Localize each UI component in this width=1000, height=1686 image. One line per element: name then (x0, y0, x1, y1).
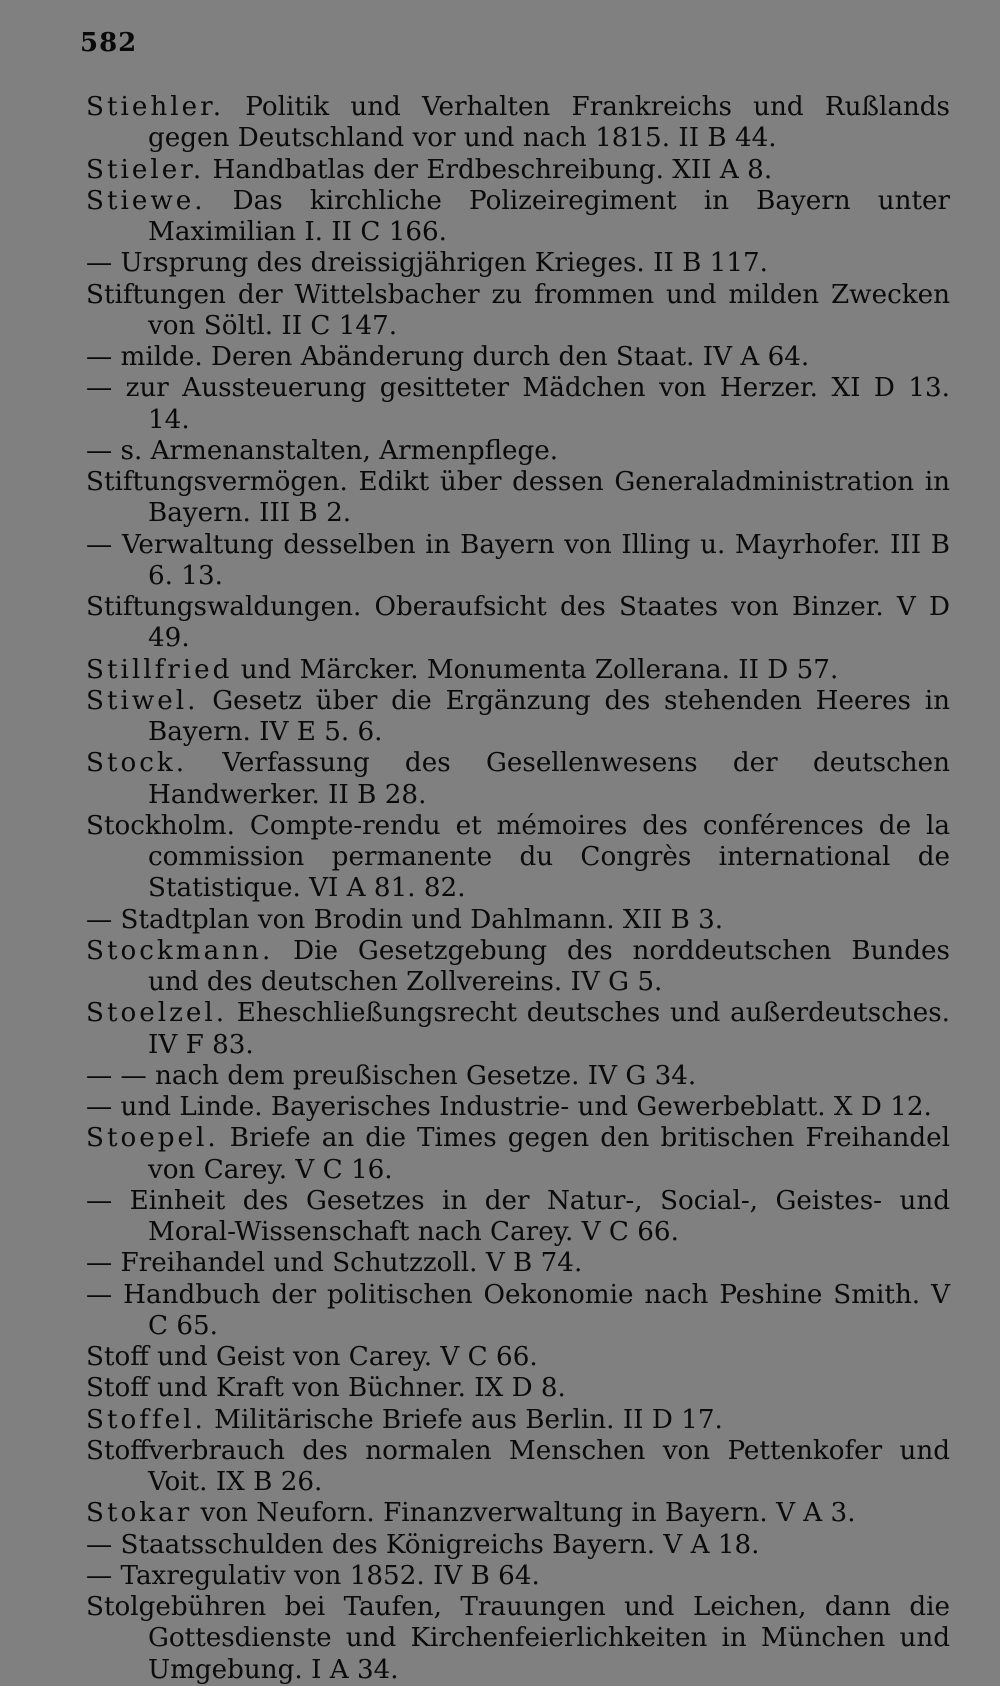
entry-author: Stokar (86, 1498, 193, 1529)
entry-text: Stoff und Kraft von Büchner. IX D 8. (86, 1373, 566, 1404)
entry-text: von Neuforn. Finanzverwaltung in Bayern. V A 3. (192, 1498, 856, 1529)
entry-text: Stoffverbrauch des normalen Menschen von Pettenkofer und Voit. IX B 26. (86, 1435, 950, 1497)
entry-text: Militärische Briefe aus Berlin. II D 17. (205, 1404, 723, 1435)
entry-text: Stolgebühren bei Taufen, Trauungen und Leichen, dann die Gottesdienste und Kirchenfeierlichkeiten in München und Umgebung. I A 34. (86, 1592, 950, 1685)
index-entry (86, 1061, 950, 1092)
index-entry (86, 373, 950, 436)
index-entry (86, 748, 950, 811)
page-number: 582 (80, 28, 138, 58)
entry-text: — Ursprung des dreissigjährigen Krieges. II B 117. (86, 248, 768, 279)
entry-author: Stiwel. (86, 685, 199, 716)
entry-text: — Freihandel und Schutzzoll. V B 74. (86, 1248, 583, 1279)
index-entry (86, 1248, 950, 1279)
index-entry (86, 280, 950, 343)
entry-text: Gesetz über die Ergänzung des stehenden Heeres in Bayern. IV E 5. 6. (148, 685, 950, 747)
entry-author: Stock. (86, 748, 188, 779)
entry-text: Stoff und Geist von Carey. V C 66. (86, 1342, 538, 1372)
index-entry (86, 1561, 950, 1592)
index-entry (86, 1405, 950, 1436)
entry-author: Stoepel. (86, 1123, 219, 1154)
entry-text: Stiftungswaldungen. Oberaufsicht des Staates von Binzer. V D 49. (86, 592, 950, 654)
index-entry (86, 1186, 950, 1249)
index-entry (86, 1092, 950, 1123)
index-entry (86, 1530, 950, 1561)
index-entry (86, 155, 950, 186)
entry-text: Eheschließungsrecht deutsches und außerdeutsches. IV F 83. (148, 998, 950, 1060)
entry-text: Briefe an die Times gegen den britischen Freihandel von Carey. V C 16. (148, 1123, 950, 1185)
entry-text: Verfassung des Gesellenwesens der deutschen Handwerker. II B 28. (148, 748, 950, 810)
index-entry (86, 1498, 950, 1529)
entry-author: Stockmann. (86, 935, 274, 966)
index-entry (86, 1280, 950, 1343)
index-entry (86, 1436, 950, 1499)
entry-text: — und Linde. Bayerisches Industrie- und Gewerbeblatt. X D 12. (86, 1092, 932, 1122)
entry-text: Politik und Verhalten Frankreichs und Rußlands gegen Deutschland vor und nach 1815. II B 44. (148, 92, 950, 154)
index-entry (86, 530, 950, 593)
entry-author: Stiehler. (86, 92, 225, 122)
entry-text: — zur Aussteuerung gesitteter Mädchen von Herzer. XI D 13. 14. (86, 373, 950, 435)
entry-text: — Handbuch der politischen Oekonomie nach Peshine Smith. V C 65. (86, 1279, 950, 1341)
index-entry (86, 998, 950, 1061)
entry-text: Handbatlas der Erdbeschreibung. XII A 8. (204, 154, 773, 185)
entry-author: Stillfried (86, 654, 233, 685)
index-entry (86, 686, 950, 749)
entry-author: Stoelzel. (86, 998, 228, 1029)
entry-text: — Einheit des Gesetzes in der Natur-, Social-, Geistes- und Moral-Wissenschaft nach Carey. V C 66. (86, 1185, 950, 1247)
index-entry (86, 186, 950, 249)
entry-text: — milde. Deren Abänderung durch den Staat. IV A 64. (86, 342, 810, 372)
index-entries (86, 92, 950, 1686)
entry-text: Stiftungen der Wittelsbacher zu frommen und milden Zwecken von Söltl. II C 147. (86, 279, 950, 341)
index-entry (86, 436, 950, 467)
entry-author: Stiewe. (86, 185, 206, 216)
index-entry (86, 342, 950, 373)
entry-text: — — nach dem preußischen Gesetze. IV G 34. (86, 1060, 697, 1091)
entry-text: — Verwaltung desselben in Bayern von Illing u. Mayrhofer. III B 6. 13. (86, 529, 950, 591)
entry-text: — s. Armenanstalten, Armenpflege. (86, 435, 559, 466)
index-entry (86, 1592, 950, 1686)
entry-text: — Stadtplan von Brodin und Dahlmann. XII B 3. (86, 904, 724, 935)
index-entry (86, 655, 950, 686)
entry-author: Stieler. (86, 154, 205, 185)
entry-text: — Staatsschulden des Königreichs Bayern. V A 18. (86, 1529, 760, 1560)
entry-text: Stockholm. Compte-rendu et mémoires des conférences de la commission permanente du Congrès international de Statistique. VI A 81. 82. (86, 810, 950, 904)
index-entry (86, 1373, 950, 1404)
entry-text: und Märcker. Monumenta Zollerana. II D 57. (232, 654, 839, 685)
index-entry (86, 592, 950, 655)
index-entry (86, 1342, 950, 1373)
entry-author: Stoffel. (86, 1404, 206, 1435)
index-entry (86, 248, 950, 279)
index-entry (86, 467, 950, 530)
entry-text: — Taxregulativ von 1852. IV B 64. (86, 1560, 540, 1591)
entry-text: Das kirchliche Polizeiregiment in Bayern unter Maximilian I. II C 166. (148, 185, 950, 247)
entry-text: Die Gesetzgebung des norddeutschen Bundes und des deutschen Zollvereins. IV G 5. (148, 935, 950, 997)
index-entry (86, 1123, 950, 1186)
index-entry (86, 905, 950, 936)
index-entry (86, 811, 950, 905)
index-entry (86, 92, 950, 155)
index-entry (86, 936, 950, 999)
entry-text: Stiftungsvermögen. Edikt über dessen Generaladministration in Bayern. III B 2. (86, 467, 950, 529)
